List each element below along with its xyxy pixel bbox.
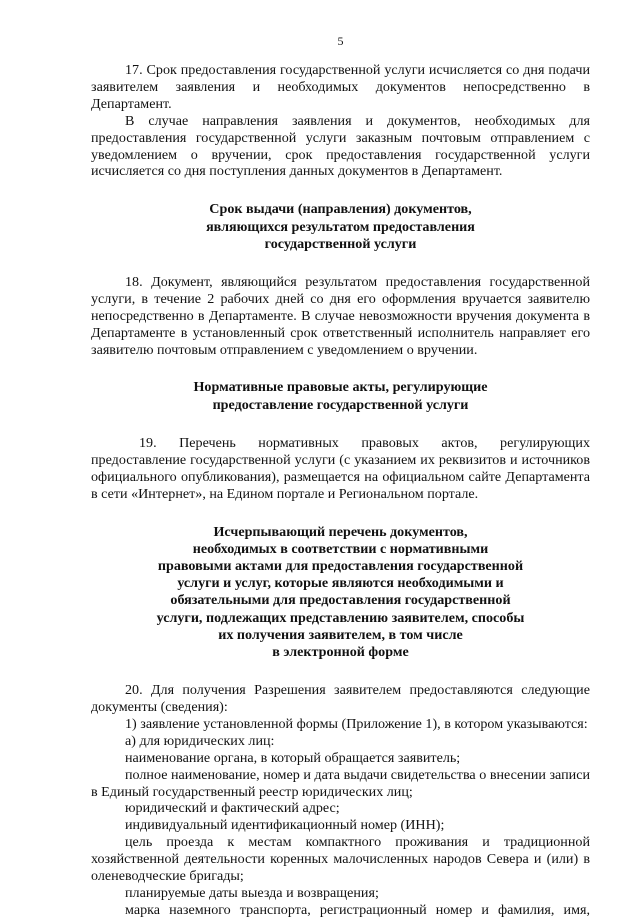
- list-item-line: планируемые даты выезда и возвращения;: [125, 885, 379, 902]
- paragraph-20-intro: 20. Для получения Разрешения заявителем предоставляются следующие документы (сведения):: [91, 682, 590, 716]
- heading-line: в электронной форме: [272, 643, 409, 660]
- list-item-line: цель проезда к местам компактного проживания и традиционной хозяйственной деятельности коренных малочисленных народов Севера и (или) в оленеводческие бригады;: [91, 834, 590, 885]
- heading-line: необходимых в соответствии с нормативными: [192, 540, 489, 557]
- section-heading-required-documents: [91, 524, 590, 662]
- heading-line: предоставление государственной услуги: [212, 396, 469, 413]
- paragraph-17-deadline: 17. Срок предоставления государственной услуги исчисляется со дня подачи заявителем заявления и необходимых документов непосредственно в Департамент.: [91, 62, 590, 112]
- list-item-line: марка наземного транспорта, регистрационный номер и фамилия, имя,: [125, 901, 590, 918]
- heading-line: их получения заявителем, в том числе: [218, 626, 463, 643]
- heading-line: услуги и услуг, которые являются необходимыми и: [177, 575, 504, 592]
- heading-line: обязательными для предоставления государственной: [170, 592, 511, 609]
- heading-line: правовыми актами для предоставления государственной: [157, 557, 524, 574]
- list-item-line: наименование органа, в который обращается заявитель;: [125, 749, 461, 766]
- section-heading-legal-acts: [91, 379, 590, 413]
- heading-line: услуги, подлежащих представлению заявителем, способы: [156, 609, 525, 626]
- section-heading-issue-deadline: [91, 201, 590, 253]
- heading-line: Нормативные правовые акты, регулирующие: [193, 379, 488, 396]
- page-number: 5: [337, 34, 344, 48]
- paragraph-19-legal-acts-list: 19. Перечень нормативных правовых актов, регулирующих предоставление государственной услуги (с указанием их реквизитов и источников официального опубликования), размещается на официальном сайте Департамента в сети «Интернет», на Едином портале и Региональном портале.: [91, 434, 590, 502]
- heading-line: являющихся результатом предоставления: [206, 218, 475, 235]
- list-item-legal-entities: а) для юридических лиц:: [125, 732, 275, 749]
- list-item-line: полное наименование, номер и дата выдачи свидетельства о внесении записи в Единый государственный реестр юридических лиц;: [91, 766, 590, 800]
- list-item-line: индивидуальный идентификационный номер (ИНН);: [125, 817, 445, 834]
- list-item-application: 1) заявление установленной формы (Приложение 1), в котором указываются:: [125, 715, 588, 732]
- paragraph-18-result-document: 18. Документ, являющийся результатом предоставления государственной услуги, в течение 2 рабочих дней со дня его оформления вручается заявителю непосредственно в Департаменте. В случае невозможности вручения документа в Департаменте в установленный срок ответственный исполнитель направляет его заявителю почтовым отправлением с уведомлением о вручении.: [91, 273, 590, 358]
- paragraph-17-postal: В случае направления заявления и документов, необходимых для предоставления государственной услуги заказным почтовым отправлением с уведомлением о вручении, срок предоставления государственной услуги исчисляется со дня поступления данных документов в Департамент.: [91, 112, 590, 180]
- heading-line: государственной услуги: [264, 235, 417, 252]
- list-item-line: юридический и фактический адрес;: [125, 800, 340, 817]
- heading-line: Исчерпывающий перечень документов,: [213, 523, 468, 540]
- heading-line: Срок выдачи (направления) документов,: [209, 201, 472, 218]
